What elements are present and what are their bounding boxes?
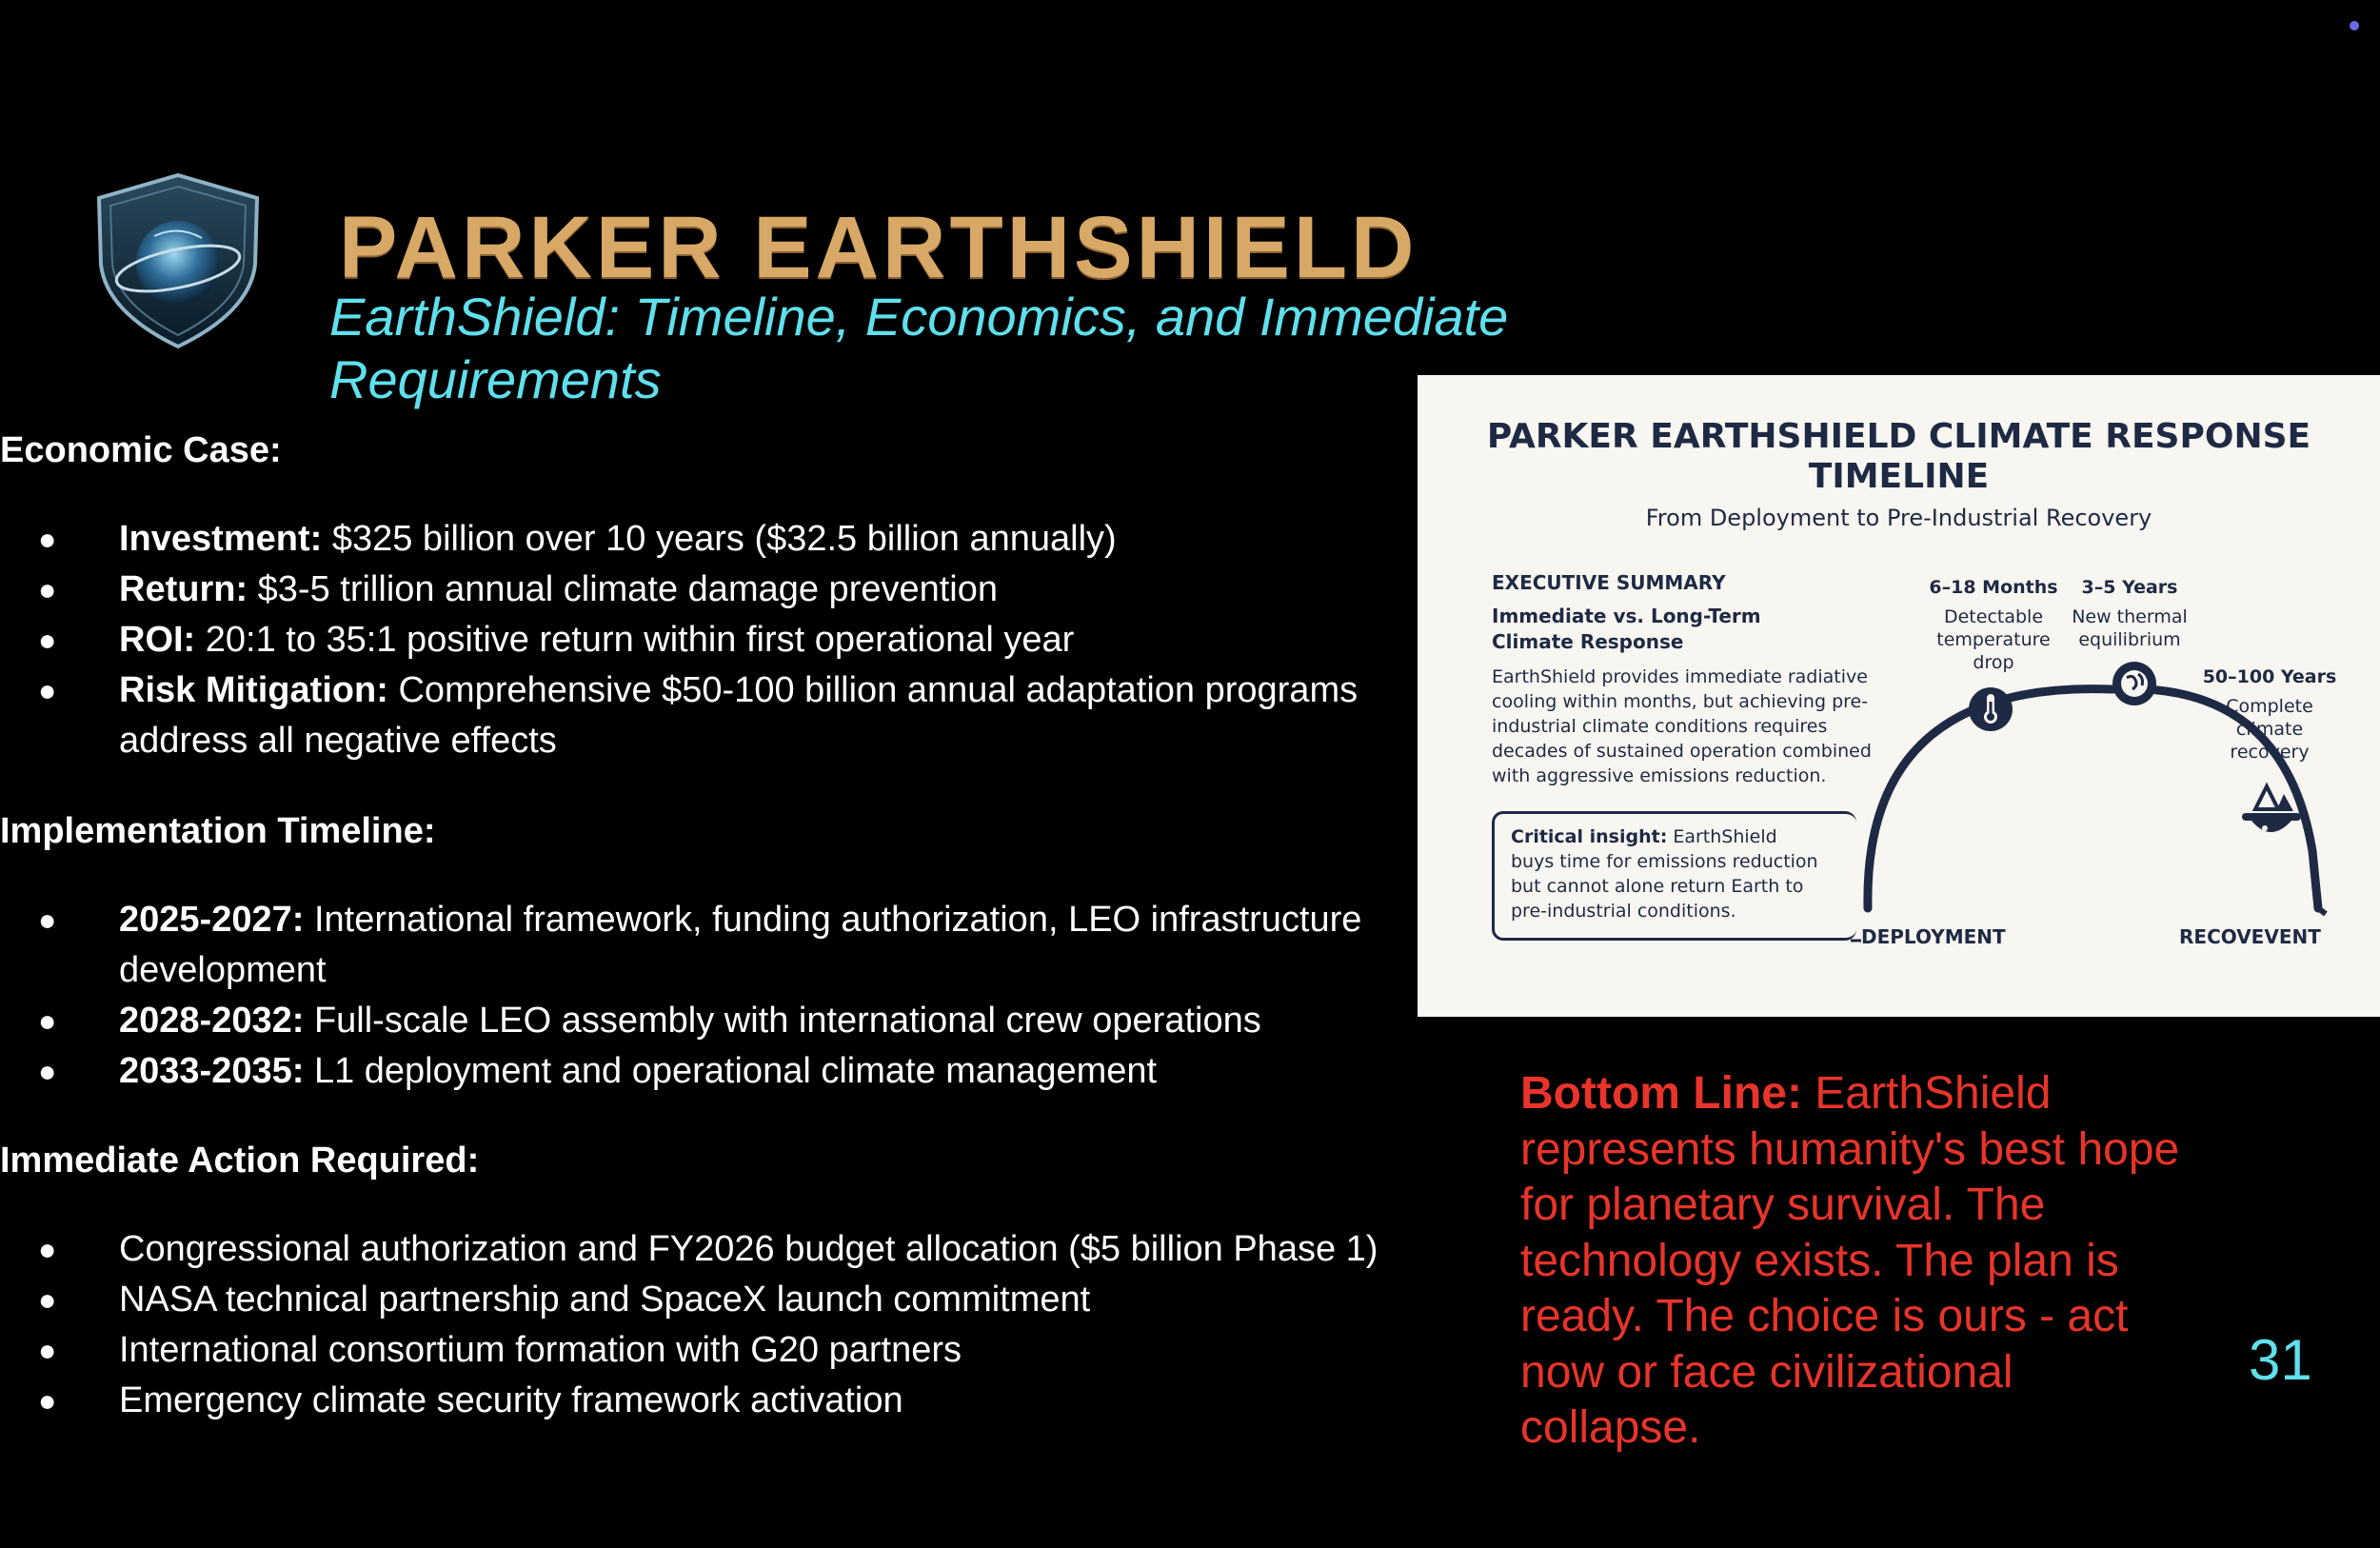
insight-label: Critical insight: [1511, 826, 1668, 847]
item-text: L1 deployment and operational climate management [304, 1051, 1158, 1091]
infographic-subtitle: From Deployment to Pre-Industrial Recovery [1645, 505, 2152, 531]
slide-subtitle: EarthShield: Timeline, Economics, and Immediate Requirements [329, 287, 1509, 409]
bullet-icon: ● [38, 522, 57, 556]
bottom-line-callout [1520, 1066, 2206, 1457]
item-text: NASA technical partnership and SpaceX launch commitment [119, 1280, 1091, 1320]
actions-heading: Immediate Action Required: [0, 1141, 480, 1181]
island-icon [2238, 781, 2305, 843]
milestone-time: 6–18 Months [1929, 577, 2058, 598]
list-item [0, 1376, 1390, 1426]
list-item [0, 665, 1390, 766]
exec-summary-body: EarthShield provides immediate radiative cooling within months, but achieving pre-industrial climate conditions requires decades of sustained operation combined with aggressive emissions reduction. [1492, 666, 1872, 786]
bullet-icon: ● [38, 1383, 57, 1418]
list-item [0, 514, 1390, 565]
bullet-icon: ● [38, 1003, 57, 1038]
infographic-title: PARKER EARTHSHIELD CLIMATE RESPONSE TIMELINE [1486, 417, 2311, 496]
item-label: Return: [119, 569, 248, 609]
bullet-icon: ● [38, 1333, 57, 1367]
item-text: Congressional authorization and FY2026 budget allocation ($5 billion Phase 1) [119, 1229, 1378, 1269]
insight-body: EarthShield buys time for emissions reduction but cannot alone return Earth to pre-industrial conditions. [1511, 826, 1818, 922]
bullet-icon: ● [38, 1054, 57, 1088]
thermometer-icon [1966, 685, 2015, 734]
bullet-icon: ● [38, 572, 57, 606]
indicator-dot [2350, 21, 2359, 30]
bottom-line-label: Bottom Line: [1520, 1068, 1802, 1119]
brand-title: PARKER EARTHSHIELD [339, 199, 1418, 296]
timeline-heading: Implementation Timeline: [0, 811, 436, 851]
bullet-icon: ● [38, 1282, 57, 1317]
list-item [0, 1275, 1390, 1325]
axis-end-label: RECOVEVENT [2179, 925, 2321, 948]
bullet-icon: ● [38, 1232, 57, 1266]
item-text: 20:1 to 35:1 positive return within first operational year [195, 620, 1075, 660]
item-text: Full-scale LEO assembly with international crew operations [304, 1001, 1261, 1041]
actions-list [0, 1224, 1390, 1426]
bottom-line-text: EarthShield represents humanity's best hope for planetary survival. The technology exists. The plan is ready. The choice is ours - act now or face civilizational collapse. [1520, 1068, 2180, 1453]
item-label: 2028-2032: [119, 1001, 305, 1041]
globe-icon [2110, 659, 2159, 708]
timeline-infographic [1418, 375, 2380, 1017]
list-item [0, 996, 1390, 1046]
milestone-time: 50–100 Years [2202, 666, 2337, 687]
economic-heading: Economic Case: [0, 430, 282, 470]
page-number: 31 [2249, 1328, 2312, 1392]
list-item [0, 1224, 1390, 1275]
exec-summary-heading: EXECUTIVE SUMMARY [1492, 571, 1726, 594]
item-label: Investment: [119, 519, 323, 559]
item-label: Risk Mitigation: [119, 670, 388, 710]
list-item [0, 1046, 1390, 1097]
milestone-desc: New thermal equilibrium [2072, 606, 2188, 650]
item-label: ROI: [119, 620, 196, 660]
milestone-time: 3–5 Years [2081, 577, 2178, 598]
list-item [0, 1325, 1390, 1376]
economic-list [0, 514, 1390, 766]
list-item [0, 565, 1390, 615]
item-text: International consortium formation with G20 partners [119, 1330, 962, 1370]
item-text: International framework, funding authorization, LEO infrastructure development [119, 900, 1362, 990]
bullet-icon: ● [38, 903, 57, 937]
item-text: Emergency climate security framework activation [119, 1380, 903, 1420]
milestone-desc: Detectable temperature drop [1936, 606, 2051, 673]
list-item [0, 895, 1390, 996]
list-item [0, 615, 1390, 665]
exec-summary-subheading: Immediate vs. Long-Term Climate Response [1492, 605, 1761, 653]
milestone-desc: Complete climate recovery [2226, 696, 2313, 763]
item-text: $3-5 trillion annual climate damage prevention [248, 569, 999, 609]
axis-start-label: DEPLOYMENT [1861, 925, 2006, 948]
item-label: 2025-2027: [119, 900, 305, 940]
item-label: 2033-2035: [119, 1051, 305, 1091]
item-text: Comprehensive $50-100 billion annual adaptation programs address all negative effects [119, 670, 1359, 761]
bullet-icon: ● [38, 673, 57, 707]
timeline-list [0, 895, 1390, 1097]
bullet-icon: ● [38, 623, 57, 657]
item-text: $325 billion over 10 years ($32.5 billion annually) [322, 519, 1117, 559]
shield-logo-icon [88, 169, 268, 350]
